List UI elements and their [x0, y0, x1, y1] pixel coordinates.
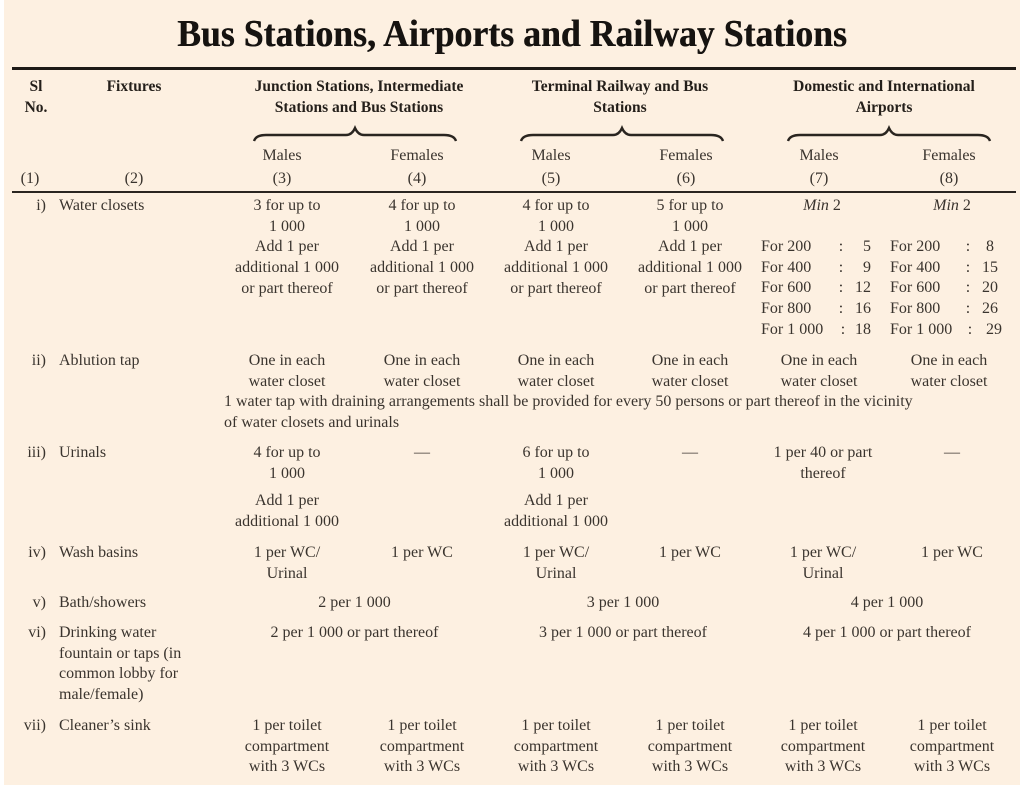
column-number-3: (3) — [272, 170, 292, 187]
cell-line: compartment — [909, 737, 995, 755]
cell-airport-males — [759, 716, 887, 778]
cell-junction-males — [222, 351, 352, 392]
cell-line: water closet — [383, 372, 461, 390]
cell-junction-females — [357, 351, 487, 392]
row-fixture — [59, 623, 219, 706]
cell-line: or part thereof — [510, 279, 602, 297]
cell-line: Urinal — [266, 564, 308, 582]
note-line: 1 water tap with draining arrangements shall be provided for every 50 persons or part thereof in the vicinity — [224, 393, 913, 410]
column-number-4: (4) — [407, 170, 427, 187]
cell-line: or part thereof — [376, 279, 468, 297]
scale-value: 29 — [986, 320, 1002, 338]
scale-sep: : — [838, 279, 844, 297]
span-cell-airports: 4 per 1 000 — [850, 594, 924, 611]
subheader-females-8: Females — [922, 147, 976, 164]
column-number-2: (2) — [124, 170, 144, 187]
cell-line: 1 per toilet — [788, 717, 858, 734]
cell-airport-males — [759, 443, 887, 484]
scale-row — [761, 320, 871, 341]
cell-line: 1 per toilet — [387, 717, 457, 734]
header-group-airports — [749, 76, 1019, 118]
cell-line: 1 per WC — [391, 544, 453, 561]
cell-junction-females — [357, 543, 487, 564]
row-fixture: Wash basins — [59, 544, 139, 561]
row-sl: vii) — [23, 717, 46, 734]
row-fixture: Urinals — [59, 444, 107, 461]
header-rule — [12, 191, 1016, 193]
cell-line: 1 per 40 or part — [773, 444, 873, 461]
cell-line: 1 per toilet — [917, 717, 987, 734]
cell-line: One in each — [248, 352, 326, 369]
cell-junction-males — [222, 196, 352, 300]
header-sl-no-line2: No. — [24, 99, 48, 116]
scale-value: 16 — [855, 300, 871, 318]
cell-airport-males-scale — [761, 237, 871, 341]
cell-line: compartment — [780, 737, 866, 755]
cell-terminal-males — [491, 716, 621, 778]
scale-row — [761, 237, 871, 258]
fixture-line: fountain or taps (in — [59, 644, 182, 662]
cell-line: with 3 WCs — [383, 758, 461, 776]
row-sl: i) — [36, 197, 46, 214]
header-group-airports-line1: Domestic and International — [793, 78, 975, 95]
cell-junction-females — [357, 443, 487, 464]
scale-row — [890, 299, 1002, 320]
min-label: Min — [803, 197, 829, 214]
cell-airport-males — [759, 543, 887, 584]
cell-line: compartment — [379, 737, 465, 755]
cell-line: 1 000 — [672, 217, 708, 235]
row-fixture: Ablution tap — [59, 352, 140, 369]
cell-line: Add 1 per — [524, 238, 588, 256]
cell-line: Add 1 per — [255, 238, 319, 256]
span-cell-junction: 2 per 1 000 — [318, 594, 391, 611]
cell-junction-males — [222, 443, 352, 533]
cell-spacer — [491, 484, 621, 491]
row-sl: iii) — [27, 444, 46, 461]
header-group-junction-line1: Junction Stations, Intermediate — [254, 78, 464, 95]
row-sl: vi) — [28, 624, 46, 641]
scale-row — [890, 237, 1002, 258]
min-value: 2 — [962, 197, 971, 214]
cell-line: with 3 WCs — [248, 758, 326, 776]
scale-value: 20 — [982, 279, 998, 297]
cell-terminal-males — [491, 196, 621, 300]
header-group-terminal-line2: Stations — [593, 99, 647, 116]
row-sl: ii) — [31, 352, 46, 369]
subheader-males-5: Males — [531, 147, 571, 164]
cell-line: compartment — [513, 737, 599, 755]
cell-terminal-males — [491, 443, 621, 533]
cell-line: Urinal — [535, 564, 577, 582]
cell-line: Add 1 per — [255, 492, 319, 510]
cell-line: 3 for up to — [253, 197, 321, 214]
cell-line: water closet — [910, 372, 988, 390]
cell-line: or part thereof — [241, 279, 333, 297]
column-number-8: (8) — [939, 170, 959, 187]
cell-junction-males — [222, 543, 352, 584]
cell-line: additional 1 000 — [235, 513, 339, 531]
column-number-7: (7) — [809, 170, 829, 187]
cell-line: 4 for up to — [522, 197, 590, 214]
subheader-females-4: Females — [390, 147, 444, 164]
cell-line: 6 for up to — [522, 444, 590, 461]
cell-line: 1 per WC/ — [789, 544, 857, 561]
fixture-line: male/female) — [59, 686, 144, 704]
span-cell-junction: 2 per 1 000 or part thereof — [270, 624, 439, 641]
cell-line: water closet — [651, 372, 729, 390]
top-rule — [12, 67, 1016, 70]
min-label: Min — [933, 197, 959, 214]
cell-line: 1 per WC/ — [253, 544, 321, 561]
scale-sep: : — [838, 300, 844, 318]
cell-terminal-males — [491, 543, 621, 584]
span-cell-airports: 4 per 1 000 or part thereof — [803, 624, 971, 641]
cell-line: Urinal — [802, 564, 844, 582]
cell-line: 1 000 — [269, 464, 305, 482]
cell-line: with 3 WCs — [784, 758, 862, 776]
fixture-line: Drinking water — [59, 624, 157, 641]
cell-line: with 3 WCs — [651, 758, 729, 776]
scale-sep: : — [965, 258, 971, 276]
cell-airport-females — [889, 443, 1015, 464]
brace-airports — [786, 124, 992, 144]
cell-junction-females — [357, 196, 487, 300]
scale-row — [890, 258, 1002, 279]
cell-line: Add 1 per — [524, 492, 588, 510]
row-fixture: Water closets — [59, 197, 145, 214]
dash: — — [414, 444, 430, 461]
cell-line: additional 1 000 — [235, 259, 339, 277]
cell-terminal-females — [625, 196, 755, 300]
cell-line: One in each — [517, 352, 595, 369]
subheader-males-3: Males — [262, 147, 302, 164]
cell-line: thereof — [800, 464, 846, 482]
scale-value: 9 — [863, 258, 871, 276]
scale-row — [890, 278, 1002, 299]
cell-line: 1 per toilet — [655, 717, 725, 734]
scale-value: 18 — [855, 320, 871, 338]
scale-key: For 400 — [761, 258, 812, 276]
scale-sep: : — [840, 320, 846, 338]
scale-sep: : — [838, 238, 844, 255]
scale-sep: : — [838, 258, 844, 276]
column-number-6: (6) — [676, 170, 696, 187]
header-group-terminal-line1: Terminal Railway and Bus — [531, 78, 709, 95]
cell-line: 4 for up to — [388, 197, 456, 214]
cell-airport-females-scale — [890, 237, 1002, 341]
cell-airport-males — [759, 351, 879, 392]
row-fixture: Bath/showers — [59, 594, 147, 611]
cell-line: compartment — [244, 737, 330, 755]
dash: — — [944, 444, 960, 461]
ablution-note — [224, 392, 1014, 433]
scale-value: 15 — [982, 258, 998, 276]
cell-airport-females-min — [899, 196, 1005, 217]
brace-terminal — [519, 124, 725, 144]
scale-key: For 1 000 — [890, 320, 953, 338]
header-sl-no-line1: Sl — [29, 78, 43, 95]
cell-line: One in each — [383, 352, 461, 369]
cell-line: 1 per WC/ — [522, 544, 590, 561]
scale-row — [761, 299, 871, 320]
header-fixtures: Fixtures — [106, 78, 162, 95]
cell-line: Add 1 per — [658, 238, 722, 256]
header-group-airports-line2: Airports — [855, 99, 913, 116]
cell-line: 1 000 — [404, 217, 440, 235]
scale-key: For 600 — [890, 279, 941, 297]
scale-key: For 1 000 — [761, 320, 824, 338]
scale-key: For 800 — [890, 300, 941, 318]
cell-line: additional 1 000 — [370, 259, 474, 277]
row-sl: v) — [32, 594, 46, 611]
cell-line: 1 000 — [269, 217, 305, 235]
cell-terminal-females — [625, 543, 755, 564]
span-cell-terminal: 3 per 1 000 or part thereof — [539, 624, 707, 641]
min-value: 2 — [832, 197, 841, 214]
scale-key: For 200 — [761, 238, 812, 255]
scale-value: 12 — [855, 279, 871, 297]
cell-terminal-males — [491, 351, 621, 392]
scale-row — [761, 258, 871, 279]
scale-sep: : — [965, 300, 971, 318]
scale-value: 5 — [863, 238, 871, 255]
scale-sep: : — [967, 320, 973, 338]
document-page — [4, 0, 1020, 785]
cell-line: 1 000 — [538, 464, 574, 482]
scale-sep: : — [965, 279, 971, 297]
scale-row — [761, 278, 871, 299]
cell-terminal-females — [625, 351, 755, 392]
cell-line: additional 1 000 — [638, 259, 742, 277]
cell-line: 1 per WC — [921, 544, 983, 561]
cell-line: compartment — [647, 737, 733, 755]
scale-value: 8 — [986, 238, 994, 255]
cell-line: 4 for up to — [253, 444, 321, 461]
cell-junction-males — [222, 716, 352, 778]
scale-row — [890, 320, 1002, 341]
row-fixture: Cleaner’s sink — [59, 717, 151, 734]
cell-line: with 3 WCs — [913, 758, 991, 776]
scale-key: For 400 — [890, 258, 941, 276]
cell-line: or part thereof — [644, 279, 736, 297]
column-number-5: (5) — [541, 170, 561, 187]
cell-airport-males-min — [769, 196, 875, 217]
header-group-junction — [214, 76, 504, 118]
scale-value: 26 — [982, 300, 998, 318]
cell-line: Add 1 per — [390, 238, 454, 256]
cell-line: One in each — [910, 352, 988, 369]
note-line: of water closets and urinals — [224, 413, 400, 431]
cell-line: additional 1 000 — [504, 513, 608, 531]
brace-junction — [252, 124, 458, 144]
scale-key: For 200 — [890, 238, 941, 255]
cell-airport-females — [889, 543, 1015, 564]
cell-terminal-females — [625, 716, 755, 778]
fixture-line: common lobby for — [59, 665, 179, 683]
subheader-females-6: Females — [659, 147, 713, 164]
scale-key: For 800 — [761, 300, 812, 318]
header-sl-no — [18, 76, 54, 118]
cell-line: water closet — [248, 372, 326, 390]
cell-line: with 3 WCs — [517, 758, 595, 776]
subheader-males-7: Males — [799, 147, 839, 164]
cell-line: water closet — [517, 372, 595, 390]
cell-line: One in each — [780, 352, 858, 369]
scale-sep: : — [965, 238, 971, 255]
cell-terminal-females — [625, 443, 755, 464]
dash: — — [682, 444, 698, 461]
cell-line: 1 000 — [538, 217, 574, 235]
cell-line: water closet — [780, 372, 858, 390]
cell-airport-females — [889, 351, 1009, 392]
column-number-1: (1) — [20, 170, 40, 187]
page-title: Bus Stations, Airports and Railway Stations — [177, 13, 847, 55]
cell-line: 5 for up to — [656, 197, 724, 214]
cell-line: additional 1 000 — [504, 259, 608, 277]
cell-airport-females — [889, 716, 1015, 778]
cell-line: 1 per toilet — [521, 717, 591, 734]
header-group-junction-line2: Stations and Bus Stations — [274, 99, 444, 116]
cell-line: 1 per WC — [659, 544, 721, 561]
span-cell-terminal: 3 per 1 000 — [586, 594, 660, 611]
row-sl: iv) — [28, 544, 46, 561]
cell-junction-females — [357, 716, 487, 778]
scale-key: For 600 — [761, 279, 812, 297]
header-group-terminal — [482, 76, 758, 118]
cell-spacer — [222, 484, 352, 491]
cell-line: One in each — [651, 352, 729, 369]
cell-line: 1 per toilet — [252, 717, 322, 734]
